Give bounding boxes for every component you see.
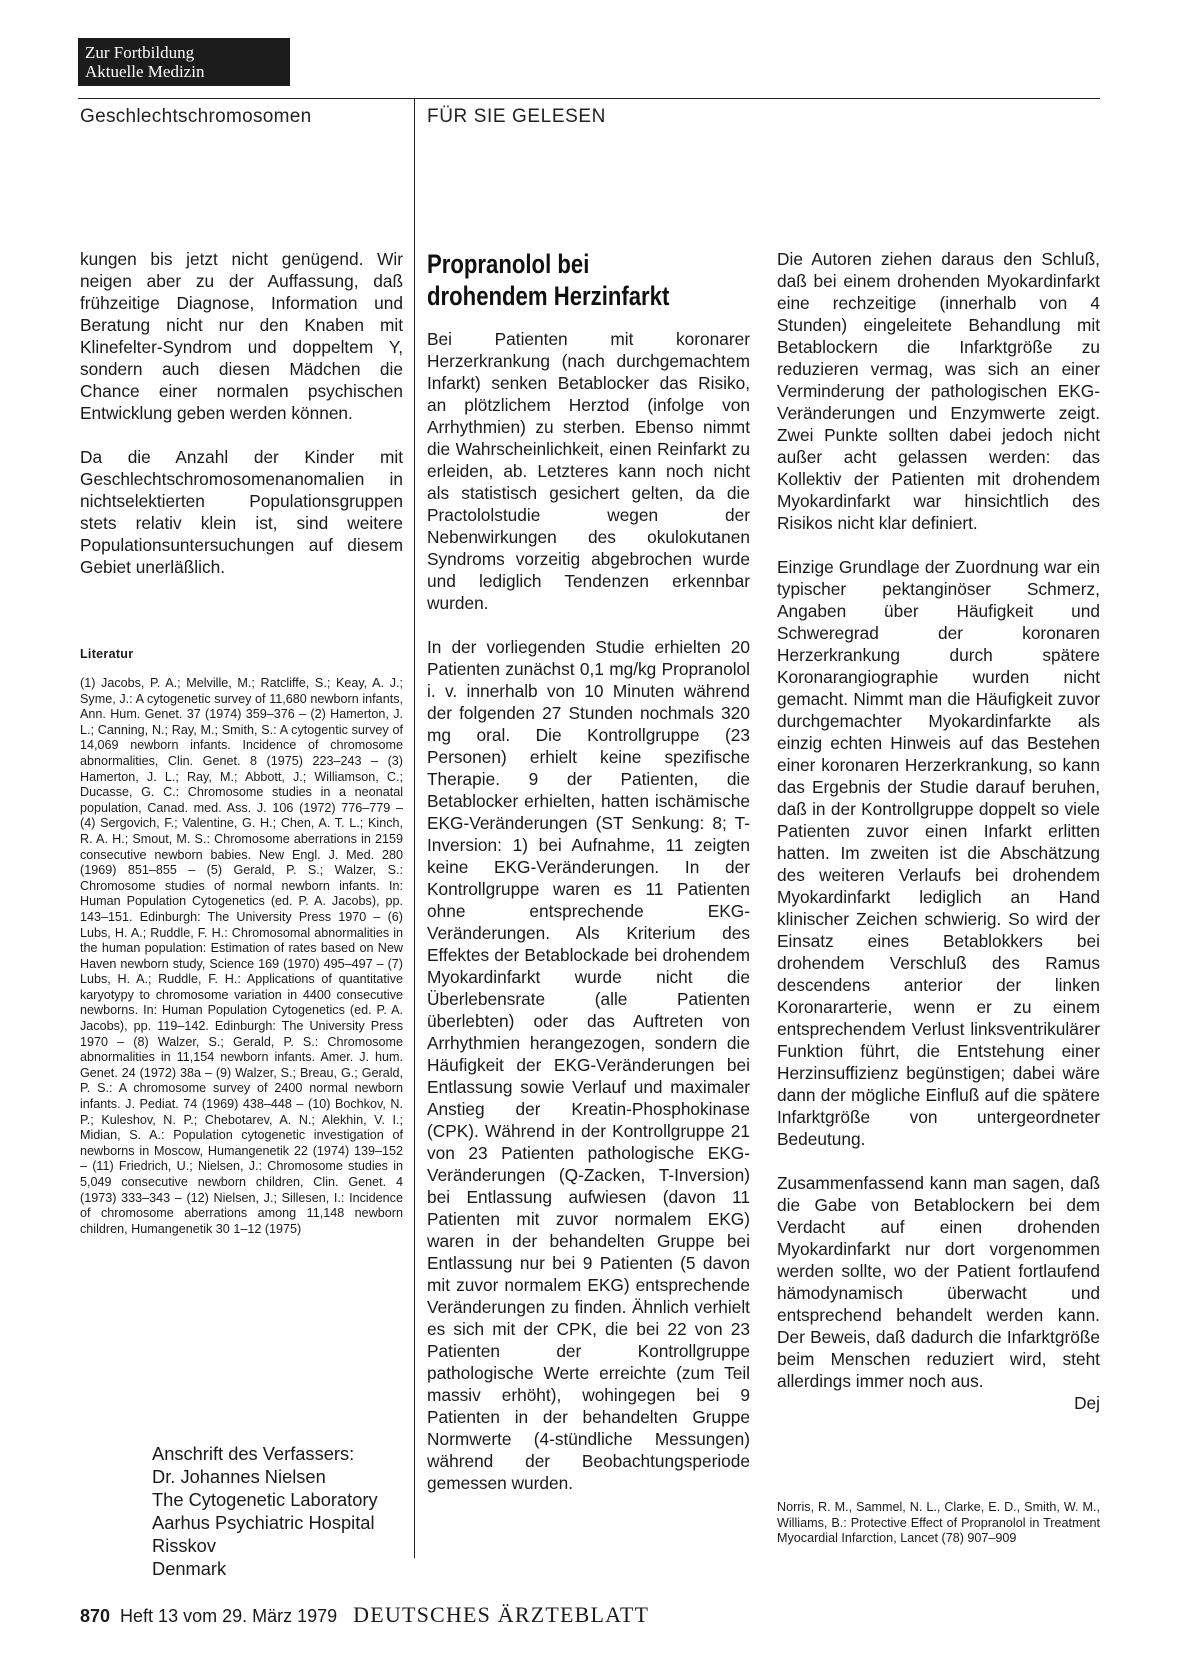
paragraph: Da die Anzahl der Kinder mit Geschlechtschromosomenanomalien in nichtselektierten Populationsgruppen stets relativ klein ist, sind weitere Populationsuntersuchungen auf diesem Gebiet unerläßlich. bbox=[80, 447, 403, 577]
badge-line-2: Aktuelle Medizin bbox=[85, 62, 205, 81]
address-line: Aarhus Psychiatric Hospital bbox=[152, 1512, 375, 1533]
column-divider bbox=[414, 98, 415, 1558]
left-column bbox=[80, 248, 403, 600]
author-sign-row bbox=[777, 1392, 1100, 1414]
paragraph: kungen bis jetzt nicht genügend. Wir neigen aber zu der Auffassung, daß frühzeitige Diagnose, Information und Beratung nicht nur den Knaben mit Klinefelter-Syndrom und doppeltem Y, sondern auch diesen Mädchen die Chance einer normalen psychischen Entwicklung geben werden können. bbox=[80, 249, 403, 423]
badge-line-1: Zur Fortbildung bbox=[85, 43, 195, 62]
literature-list: (1) Jacobs, P. A.; Melville, M.; Ratcliffe, S.; Keay, A. J.; Syme, J.: A cytogenetic survey of 11,680 newborn infants, Ann. Hum. Genet. 37 (1974) 359–376 – (2) Hamerton, J. L.; Canning, N.; Ray, M.; Smith, S.: A cytogentic survey of 14,069 newborn infants. Incidence of chromosome abnormalities, Clin. Genet. 8 (1975) 223–243 – (3) Hamerton, J. L.; Ray, M.; Abbott, J.; Williamson, C.; Ducasse, G. C.: Chromosome studies in a neonatal population, Canad. med. Ass. J. 106 (1972) 776–779 – (4) Sergovich, F.; Valentine, G. H.; Chen, A. T. L.; Kinch, R. A. H.; Smout, M. S.: Chromosome aberrations in 2159 consecutive newborn babies. New Engl. J. Med. 280 (1969) 851–855 – (5) Gerald, P. S.; Walzer, S.: Chromosome studies of normal newborn infants. In: Human Population Cytogenetics (ed. P. A. Jacobs), pp. 143–151. Edinburgh: The University Press 1970 – (6) Lubs, H. A.; Ruddle, F. H.: Chromosomal abnormalities in the human population: Estimation of rates based on New Haven newborn study, Science 169 (1970) 495–497 – (7) Lubs, H. A.; Ruddle, F. H.: Applications of quantitative karyotypy to chromosome variation in 4400 consecutive newborns. In: Human Population Cytogenetics (ed. P. A. Jacobs), pp. 119–142. Edinburgh: The University Press 1970 – (8) Walzer, S.; Gerald, P. S.: Chromosome abnormalities in 11,154 newborn infants. Amer. J. hum. Genet. 24 (1972) 38a – (9) Walzer, S.; Breau, G.; Gerald, P. S.: A chromosome survey of 2400 normal newborn infants. J. Pediat. 74 (1969) 438–448 – (10) Bochkov, N. P.; Kuleshov, N. P.; Chebotarev, A. N.; Alekhin, V. I.; Midian, S. A.: Population cytogenetic investigation of newborns in Moscow, Humangenetik 22 (1974) 139–152 – (11) Friedrich, U.; Nielsen, J.: Chromosome studies in 5,049 consecutive newborn children, Clin. Genet. 4 (1973) 333–343 – (12) Nielsen, J.; Sillesen, I.: Incidence of chromosome aberrations among 11,148 newborn children, Humangenetik 30 1–12 (1975) bbox=[80, 676, 403, 1236]
paragraph: Die Autoren ziehen daraus den Schluß, daß bei einem drohenden Myokardinfarkt eine rechzeitige (innerhalb von 4 Stunden) eingeleitete Behandlung mit Betablockern die Infarktgröße zu reduzieren vermag, was sich an einer Verminderung der pathologischen EKG-Veränderungen und Enzymwerte zeigt. Zwei Punkte sollten dabei jedoch nicht außer acht gelassen werden: das Kollektiv der Patienten mit drohendem Myokardinfarkt war hinsichtlich des Risikos nicht klar definiert. bbox=[777, 249, 1100, 533]
literature-heading: Literatur bbox=[80, 647, 134, 661]
title-line: Propranolol bei bbox=[427, 249, 590, 279]
author-initials: Dej bbox=[1074, 1393, 1100, 1413]
middle-column bbox=[427, 328, 750, 1516]
address-line: Denmark bbox=[152, 1558, 227, 1579]
author-address bbox=[152, 1442, 378, 1580]
section-label-right: FÜR SIE GELESEN bbox=[427, 106, 606, 127]
right-column bbox=[777, 248, 1100, 1414]
article-reference: Norris, R. M., Sammel, N. L., Clarke, E. D., Smith, W. M., Williams, B.: Protective Effect of Propranolol in Treatment Myocardial Infarction, Lancet (78) 907–909 bbox=[777, 1500, 1100, 1546]
paragraph: In der vorliegenden Studie erhielten 20 Patienten zunächst 0,1 mg/kg Propranolol i. v. innerhalb von 10 Minuten während der folgenden 27 Stunden nochmals 320 mg oral. Die Kontrollgruppe (23 Personen) erhielt keine spezifische Therapie. 9 der Patienten, die Betablocker erhielten, hatten ischämische EKG-Veränderungen (ST Senkung: 8; T-Inversion: 1) bei Aufnahme, 11 zeigten keine EKG-Veränderungen. In der Kontrollgruppe waren es 11 Patienten ohne entsprechende EKG-Veränderungen. Als Kriterium des Effektes der Betablockade bei drohendem Myokardinfarkt wurde nicht die Überlebensrate (alle Patienten überlebten) oder das Auftreten von Arrhythmien herangezogen, sondern die Häufigkeit der EKG-Veränderungen bei Entlassung sowie Verlauf und maximaler Anstieg der Kreatin-Phosphokinase (CPK). Während in der Kontrollgruppe 21 von 23 Patienten pathologische EKG-Veränderungen (Q-Zacken, T-Inversion) bei Entlassung aufwiesen (davon 11 Patienten mit zuvor normalem EKG) waren in der behandelten Gruppe bei Entlassung nur bei 9 Patienten (5 davon mit zuvor normalem EKG) entsprechende Veränderungen zu finden. Ähnlich verhielt es sich mit der CPK, die bei 22 von 23 Patienten der Kontrollgruppe pathologische Werte erreichte (zum Teil massiv erhöht), wohingegen bei 9 Patienten in der behandelten Gruppe Normwerte (4-stündliche Messungen) während der Beobachtungsperiode gemessen wurden. bbox=[427, 637, 750, 1493]
address-line: The Cytogenetic Laboratory bbox=[152, 1489, 378, 1510]
issue-info: Heft 13 vom 29. März 1979 bbox=[120, 1606, 338, 1626]
address-line: Anschrift des Verfassers: bbox=[152, 1443, 355, 1464]
title-line: drohendem Herzinfarkt bbox=[427, 281, 670, 311]
paragraph-text: Zusammenfassend kann man sagen, daß die Gabe von Betablockern bei dem Verdacht auf einen drohenden Myokardinfarkt nur dort vorgenommen werden sollte, wo der Patient fortlaufend hämodynamisch überwacht und entsprechend behandelt werden kann. Der Beweis, daß dadurch die Infarktgröße beim Menschen reduziert wird, steht allerdings immer noch aus. bbox=[777, 1173, 1100, 1391]
section-badge bbox=[78, 38, 290, 86]
article-title bbox=[427, 248, 750, 312]
header-rule bbox=[78, 98, 1100, 99]
journal-name: DEUTSCHES ÄRZTEBLATT bbox=[353, 1602, 650, 1627]
address-line: Risskov bbox=[152, 1535, 216, 1556]
address-line: Dr. Johannes Nielsen bbox=[152, 1466, 326, 1487]
section-label-left: Geschlechtschromosomen bbox=[80, 106, 312, 127]
paragraph: Bei Patienten mit koronarer Herzerkrankung (nach durchgemachtem Infarkt) senken Betablocker das Risiko, an plötzlichem Herztod (infolge von Arrhythmien) zu sterben. Ebenso nimmt die Wahrscheinlichkeit, einen Reinfarkt zu erleiden, ab. Letzteres kann noch nicht als statistisch gesichert gelten, da die Practololstudie wegen der Nebenwirkungen des okulokutanen Syndroms vorzeitig abgebrochen wurde und lediglich Tendenzen erkennbar wurden. bbox=[427, 329, 750, 613]
page-number: 870 bbox=[80, 1606, 111, 1626]
page-footer bbox=[80, 1602, 649, 1628]
paragraph-last bbox=[777, 1172, 1100, 1392]
paragraph: Einzige Grundlage der Zuordnung war ein typischer pektanginöser Schmerz, Angaben über Häufigkeit und Schweregrad der koronaren Herzerkrankung durch spätere Koronarangiographie wurden nicht gemacht. Nimmt man die Häufigkeit zuvor durchgemachter Myokardinfarkte als einzig echten Hinweis auf das Bestehen einer koronaren Herzerkrankung, so kann das Ergebnis der Studie darauf beruhen, daß in der Kontrollgruppe doppelt so viele Patienten zuvor einen Infarkt erlitten hatten. Im zweiten ist die Abschätzung des weiteren Verlaufs bei drohendem Myokardinfarkt lediglich an Hand klinischer Zeichen schwierig. So wird der Einsatz eines Betablokkers bei drohendem Verschluß des Ramus descendens anterior der linken Koronararterie, wenn er zu einem entsprechendem Verlust linksventrikulärer Funktion führt, die Entstehung einer Herzinsuffizienz begünstigen; dabei wäre dann der mögliche Einfluß auf die spätere Infarktgröße von untergeordneter Bedeutung. bbox=[777, 557, 1100, 1149]
